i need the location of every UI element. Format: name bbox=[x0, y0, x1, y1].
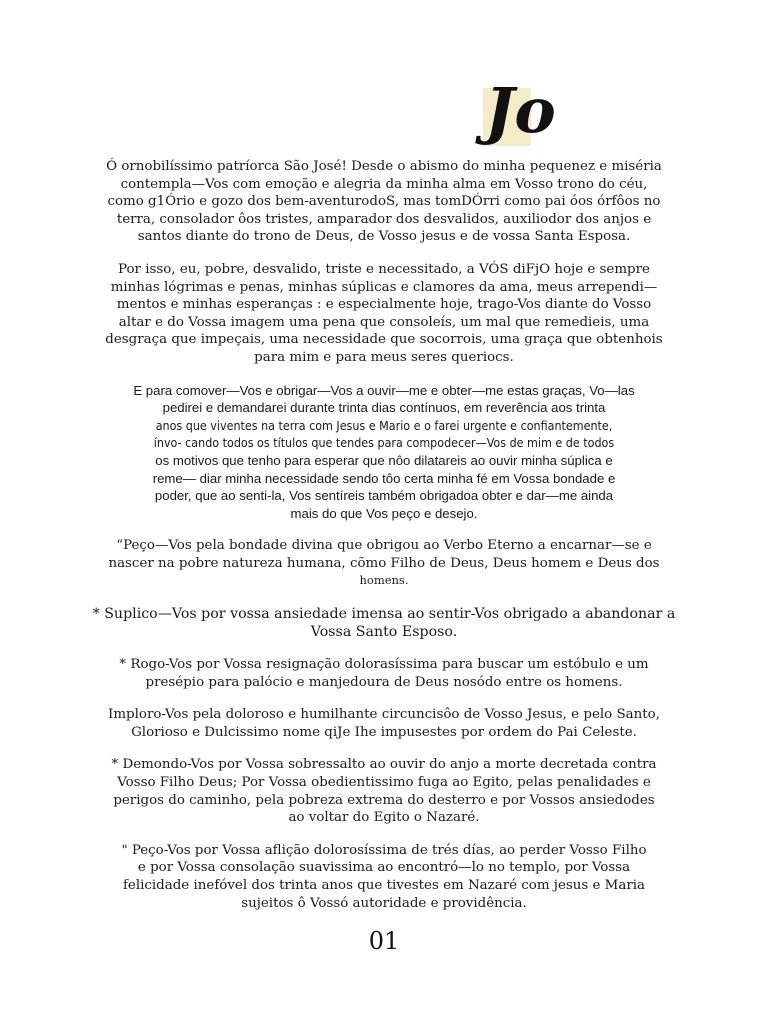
paragraph-8 bbox=[88, 756, 680, 826]
line: “Peço—Vos pela bondade divina que obrigou ao Verbo Eterno a encarnar—se e bbox=[116, 538, 652, 554]
line: terra, consolador ôos tristes, amparador dos desvalidos, auxiliodor dos anjos e bbox=[116, 211, 652, 227]
line: * Demondo-Vos por Vossa sobressalto ao ouvir do anjo a morte decretada contra bbox=[111, 757, 657, 773]
paragraph-6 bbox=[88, 656, 680, 691]
line: ao voltar do Egito o Nazaré. bbox=[288, 810, 480, 826]
line: como g1Ório e gozo dos bem-aventurodoS, mas tomDÓrri como pai óos órfôos no bbox=[107, 194, 661, 210]
line: Ó ornobilíssimo patríorca São José! Desde o abismo do minha pequenez e miséria bbox=[106, 159, 662, 174]
ornate-initial-logo bbox=[483, 74, 556, 147]
line: perigos do caminho, pela pobreza extrema do desterro e por Vossos ansiedodes bbox=[113, 792, 655, 808]
line: santos diante do trono de Deus, de Vosso jesus e de vossa Santa Esposa. bbox=[137, 229, 631, 245]
line: mentos e minhas esperanças : e especialmente hoje, trago-Vos diante do Vosso bbox=[116, 297, 652, 313]
line: Vossa Santo Esposo. bbox=[310, 624, 458, 641]
paragraph-9 bbox=[88, 842, 680, 912]
paragraph-3 bbox=[88, 382, 680, 523]
line: E para comover—Vos e obrigar—Vos a ouvir—me e obter—me estas graças, Vo—las bbox=[133, 382, 635, 398]
line: altar e do Vossa imagem uma pena que consoleís, um mal que remedieis, uma bbox=[118, 314, 650, 330]
line: poder, que ao senti-la, Vos sentíreis também obrigadoa obter e dar—me ainda bbox=[154, 488, 614, 504]
line: nascer na pobre natureza humana, cõmo Filho de Deus, Deus homem e Deus dos bbox=[108, 555, 660, 571]
line: sujeitos ô Vossó autoridade e providência. bbox=[241, 895, 527, 911]
line: desgraça que impeçais, uma necessidade que socorrois, uma graça que obtenhois bbox=[105, 332, 663, 348]
line: minhas lógrimas e penas, minhas súplicas e clamores da ama, meus arrependi— bbox=[110, 279, 658, 295]
line: Glorioso e Dulcissimo nome qiJe Ihe impusestes por ordem do Pai Celeste. bbox=[131, 724, 637, 740]
line: e por Vossa consolação suavissima ao encontró—lo no templo, por Vossa bbox=[137, 860, 631, 876]
line: * Suplico—Vos por vossa ansiedade imensa ao sentir-Vos obrigado a abandonar a bbox=[92, 606, 676, 623]
line: para mim e para meus seres queriocs. bbox=[254, 349, 514, 365]
line: * Rogo-Vos por Vossa resignação dolorasíssima para buscar um estóbulo e um bbox=[119, 657, 649, 673]
paragraph-1 bbox=[88, 158, 680, 246]
line: os motivos que tenho para esperar que nôo dilatareis ao ouvir minha súplica e bbox=[155, 452, 613, 468]
prayer-text bbox=[88, 158, 680, 927]
line: Imploro-Vos pela doloroso e humilhante circuncisôo de Vosso Jesus, e pelo Santo, bbox=[108, 707, 660, 723]
line: Por isso, eu, pobre, desvalido, triste e necessitado, a VÓS diFjO hoje e sempre bbox=[118, 261, 650, 277]
line: ínvo- cando todos os títulos que tendes para compodecer—Vos de mim e de todos bbox=[153, 435, 615, 451]
paragraph-7 bbox=[88, 706, 680, 741]
line: Vosso Filho Deus; Por Vossa obedientissimo fuga ao Egito, pelas penalidades e bbox=[117, 775, 651, 791]
line: pedirei e demandarei durante trinta dias contínuos, em reverência aos trinta bbox=[162, 400, 606, 416]
paragraph-5 bbox=[88, 605, 680, 641]
line: mais do que Vos peço e desejo. bbox=[290, 505, 478, 521]
line: " Peço-Vos por Vossa aflição dolorosíssima de trés días, ao perder Vosso Filho bbox=[121, 842, 647, 858]
line: homens. bbox=[359, 573, 409, 588]
paragraph-2 bbox=[88, 261, 680, 367]
line: anos que viventes na terra com Jesus e Mario e o farei urgente e confiantemente, bbox=[155, 417, 613, 433]
line: contempla—Vos com emoção e alegria da minha alma em Vosso trono do céu, bbox=[120, 176, 648, 192]
page-number: 01 bbox=[368, 927, 400, 955]
line: reme— diar minha necessidade sendo tôo certa minha fé em Vossa bondade e bbox=[152, 470, 616, 486]
initial-letter: Jo bbox=[485, 74, 556, 147]
line: presépio para palócio e manjedoura de Deus nosódo entre os homens. bbox=[145, 674, 623, 690]
paragraph-4 bbox=[88, 537, 680, 590]
line: felicidade inefóvel dos trinta anos que tivestes em Nazaré com jesus e Maria bbox=[122, 878, 646, 893]
